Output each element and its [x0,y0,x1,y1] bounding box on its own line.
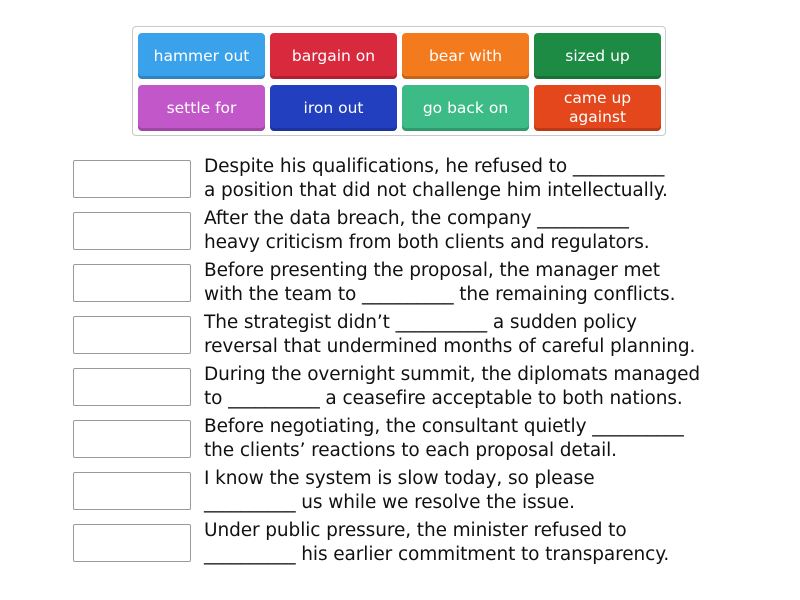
question-text: After the data breach, the company __________ heavy criticism from both clients and regulators. [204,208,650,253]
tile-hammer-out[interactable] [138,33,265,79]
answer-drop-zone[interactable] [73,472,191,510]
tile-settle-for[interactable] [138,85,265,131]
question-text: Before presenting the proposal, the manager met with the team to __________ the remaining conflicts. [204,260,676,305]
tile-came-up-against[interactable] [534,85,661,131]
tile-bargain-on[interactable] [270,33,397,79]
tile-go-back-on[interactable] [402,85,529,131]
question-text: Despite his qualifications, he refused to __________ a position that did not challenge him intellectually. [204,156,668,201]
answer-drop-zone[interactable] [73,160,191,198]
tile-sized-up[interactable] [534,33,661,79]
answer-drop-zone[interactable] [73,316,191,354]
question-text: Under public pressure, the minister refused to __________ his earlier commitment to transparency. [204,520,670,565]
word-bank [132,26,666,136]
question-text: I know the system is slow today, so please __________ us while we resolve the issue. [204,468,595,513]
question-text: During the overnight summit, the diplomats managed to __________ a ceasefire acceptable to both nations. [204,364,701,409]
tile-label: hammer out [153,46,250,65]
answer-drop-zone[interactable] [73,420,191,458]
tile-label: settle for [166,98,237,117]
tile-bear-with[interactable] [402,33,529,79]
question-text: The strategist didn’t __________ a sudden policy reversal that undermined months of careful planning. [204,312,696,357]
tile-iron-out[interactable] [270,85,397,131]
tile-label: bear with [428,46,503,65]
tile-label: came up against [563,89,632,126]
answer-drop-zone[interactable] [73,524,191,562]
answer-drop-zone[interactable] [73,368,191,406]
tile-label: sized up [565,46,630,65]
tile-label: bargain on [291,46,376,65]
tile-label: go back on [422,98,509,117]
tile-label: iron out [303,98,364,117]
question-text: Before negotiating, the consultant quietly __________ the clients’ reactions to each proposal detail. [204,416,684,461]
answer-drop-zone[interactable] [73,264,191,302]
answer-drop-zone[interactable] [73,212,191,250]
